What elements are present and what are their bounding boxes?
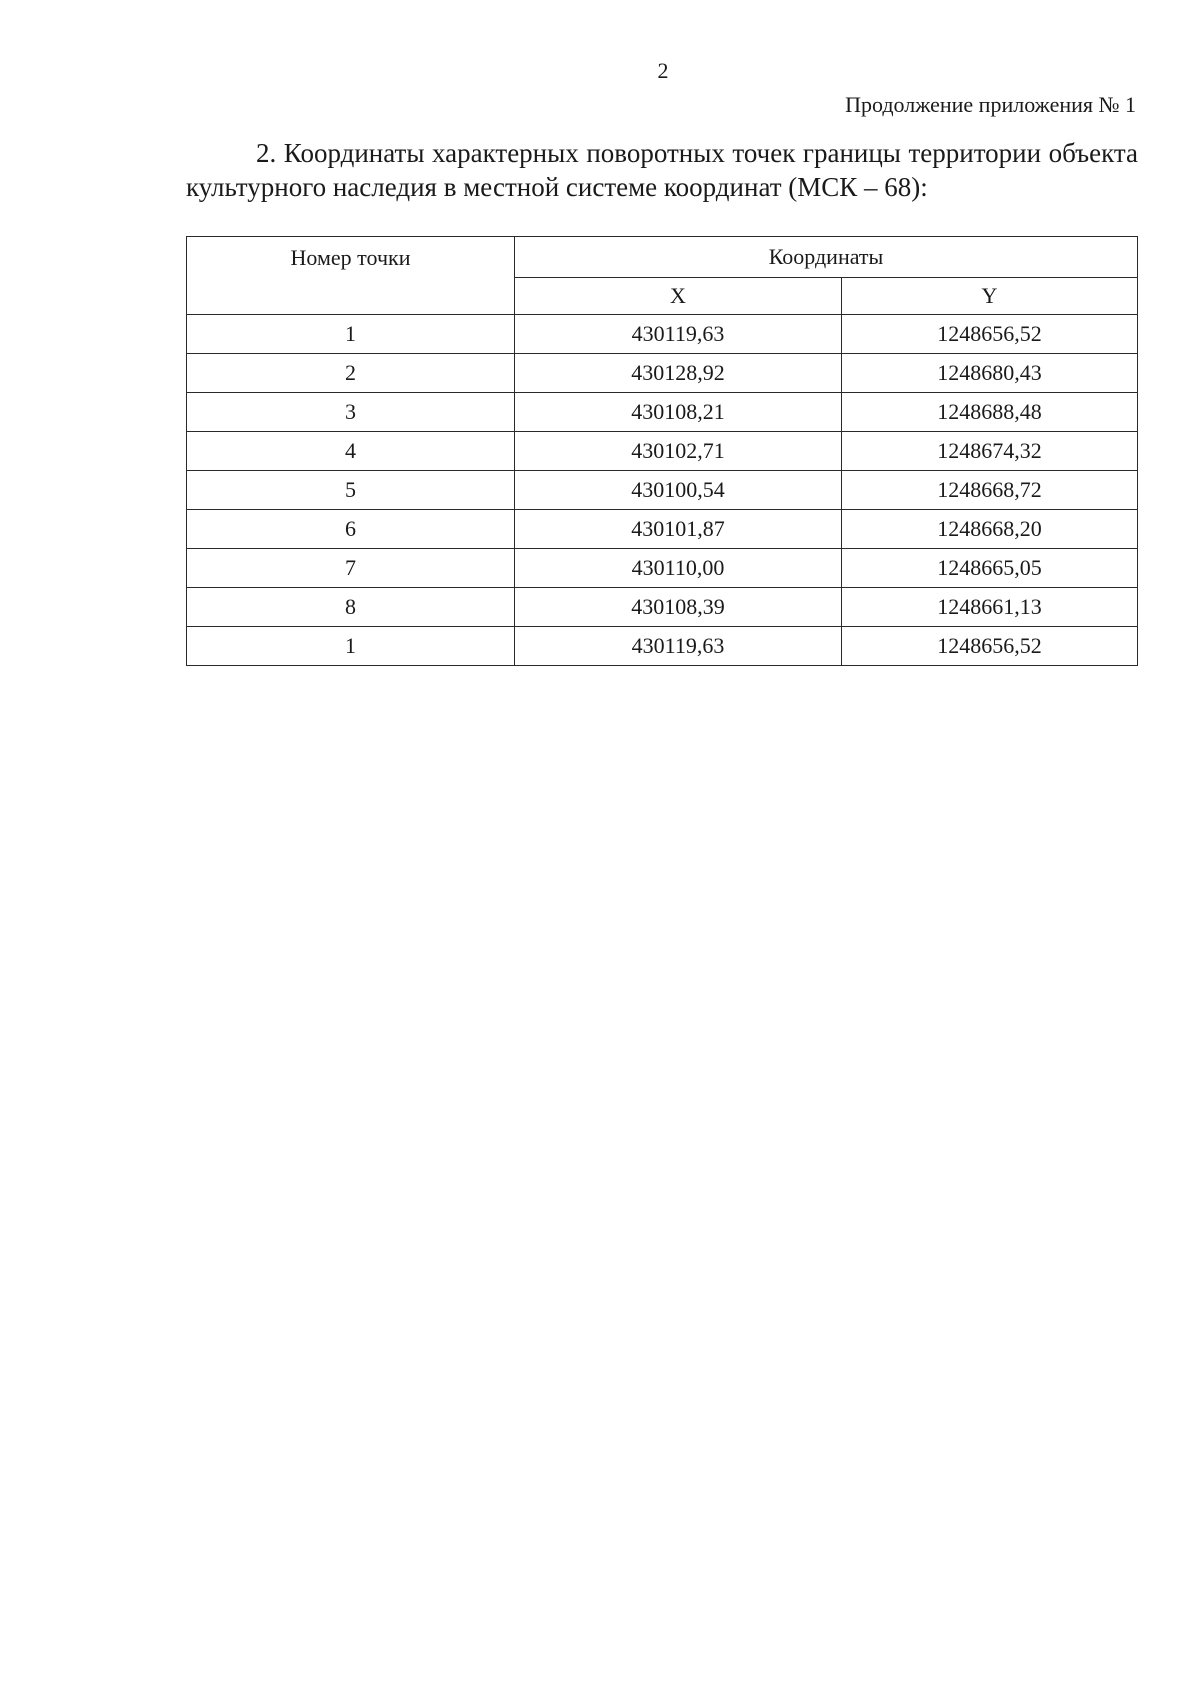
cell-y: 1248668,20 bbox=[842, 510, 1138, 549]
cell-y: 1248674,32 bbox=[842, 432, 1138, 471]
table-row bbox=[187, 315, 1138, 354]
cell-point: 5 bbox=[187, 471, 515, 510]
cell-point: 1 bbox=[187, 627, 515, 666]
cell-x: 430128,92 bbox=[515, 354, 842, 393]
appendix-note: Продолжение приложения № 1 bbox=[845, 92, 1136, 117]
cell-y: 1248656,52 bbox=[842, 627, 1138, 666]
header-y: Y bbox=[842, 278, 1138, 315]
cell-x: 430100,54 bbox=[515, 471, 842, 510]
table-row bbox=[187, 549, 1138, 588]
table-row bbox=[187, 588, 1138, 627]
table-row bbox=[187, 471, 1138, 510]
table-row bbox=[187, 393, 1138, 432]
table-row bbox=[187, 354, 1138, 393]
page-number: 2 bbox=[657, 58, 669, 83]
header-x: X bbox=[515, 278, 842, 315]
table-header-row bbox=[187, 237, 1138, 278]
cell-y: 1248665,05 bbox=[842, 549, 1138, 588]
header-point-number: Номер точки bbox=[187, 237, 515, 315]
cell-x: 430108,39 bbox=[515, 588, 842, 627]
cell-point: 7 bbox=[187, 549, 515, 588]
intro-paragraph: 2. Координаты характерных поворотных точек границы территории объекта культурного наследия в местной системе координат (МСК – 68): bbox=[186, 138, 1138, 202]
cell-y: 1248680,43 bbox=[842, 354, 1138, 393]
cell-y: 1248656,52 bbox=[842, 315, 1138, 354]
cell-x: 430119,63 bbox=[515, 315, 842, 354]
table-row bbox=[187, 432, 1138, 471]
cell-point: 3 bbox=[187, 393, 515, 432]
cell-y: 1248688,48 bbox=[842, 393, 1138, 432]
cell-point: 8 bbox=[187, 588, 515, 627]
cell-y: 1248661,13 bbox=[842, 588, 1138, 627]
cell-point: 4 bbox=[187, 432, 515, 471]
cell-point: 2 bbox=[187, 354, 515, 393]
cell-point: 1 bbox=[187, 315, 515, 354]
cell-y: 1248668,72 bbox=[842, 471, 1138, 510]
cell-x: 430110,00 bbox=[515, 549, 842, 588]
table-row bbox=[187, 627, 1138, 666]
cell-x: 430119,63 bbox=[515, 627, 842, 666]
header-coordinates: Координаты bbox=[515, 237, 1138, 278]
table-row bbox=[187, 510, 1138, 549]
cell-x: 430101,87 bbox=[515, 510, 842, 549]
cell-point: 6 bbox=[187, 510, 515, 549]
cell-x: 430102,71 bbox=[515, 432, 842, 471]
cell-x: 430108,21 bbox=[515, 393, 842, 432]
coordinates-table bbox=[186, 236, 1138, 666]
